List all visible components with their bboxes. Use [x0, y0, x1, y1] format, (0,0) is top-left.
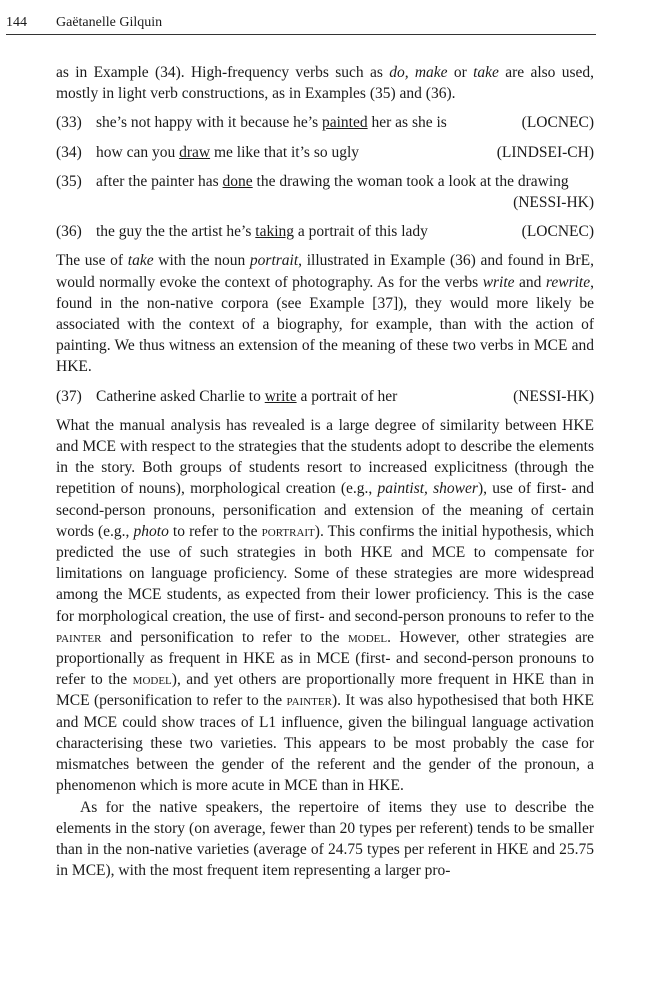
example-source: (NESSI-HK) [513, 194, 594, 212]
target-verb: done [222, 172, 253, 190]
example-number: (37) [56, 387, 82, 405]
example-36 [56, 221, 594, 242]
example-text: Catherine asked Charlie to write a portrait of her [96, 387, 398, 405]
target-verb: taking [255, 223, 295, 241]
intro-paragraph: as in Example (34). High-frequency verbs such as do, make or take are also used, mostly in light verb constructions, as in Examples (35) and (36). [56, 64, 594, 103]
example-text: the guy the the artist he’s taking a portrait of this lady [96, 223, 428, 241]
example-text: after the painter has done the drawing the woman took a look at the drawing (NESSI-HK) [96, 171, 594, 213]
body-text [56, 62, 594, 881]
example-37 [56, 386, 594, 407]
example-35 [56, 171, 594, 213]
example-number: (35) [56, 172, 82, 190]
example-source: (NESSI-HK) [513, 387, 594, 405]
running-header [6, 10, 596, 35]
example-text: she’s not happy with it because he’s painted her as she is [96, 114, 447, 132]
target-verb: draw [179, 143, 211, 161]
example-number: (34) [56, 143, 82, 161]
paragraph-3: What the manual analysis has revealed is a large degree of similarity between HKE and MCE with respect to the strategies that the students adopt to describe the elements in the story. Both groups of students resort to increased explicitness (through the repetition of nouns), morphological creation (e.g., paintist, shower), use of first- and second-person pronouns, personification and extension of the meaning of certain words (e.g., photo to refer to the portrait). This confirms the initial hypothesis, which predicted the use of such strategies in both HKE and MCE to compensate for limitations on language proficiency. Some of these strategies are more widespread among the MCE students, as expected from their lower proficiency. This is the case for morphological creation, the use of first- and second-person pronouns to refer to the painter and personification to refer to the model. However, other strategies are proportionally as frequent in HKE as in MCE (first- and second-person pronouns to refer to the model), and yet others are proportionally more frequent in HKE than in MCE (personification to refer to the painter). It was also hypothesised that both HKE and MCE could show traces of L1 influence, given the bilingual language activation characterising these two varieties. This appears to be most probably the case for mismatches between the gender of the referent and the gender of the pronoun, a phenomenon which is more acute in MCE than in HKE. [56, 416, 594, 795]
example-number: (36) [56, 223, 82, 241]
page-number: 144 [6, 15, 27, 30]
example-source: (LOCNEC) [521, 114, 594, 132]
example-number: (33) [56, 114, 82, 132]
example-text: how can you draw me like that it’s so ugly [96, 143, 360, 161]
paragraph-2: The use of take with the noun portrait, illustrated in Example (36) and found in BrE, would normally evoke the context of photography. As for the verbs write and rewrite, found in the non-native corpora (see Example [37]), they would more likely be associated with the context of a biography, for example, than with the action of painting. We thus witness an extension of the meaning of these two verbs in MCE and HKE. [56, 252, 595, 376]
example-33 [56, 112, 594, 133]
example-source: (LOCNEC) [521, 223, 594, 241]
running-head-author: Gaëtanelle Gilquin [56, 15, 163, 30]
paragraph-4: As for the native speakers, the repertoire of items they use to describe the elements in the story (on average, fewer than 20 types per referent) tends to be smaller than in the non-native varieties (average of 24.75 types per referent in HKE and 25.75 in MCE), with the most frequent item representing a larger pro- [56, 798, 594, 880]
example-34 [56, 142, 594, 163]
example-source: (LINDSEI-CH) [496, 143, 594, 161]
target-verb: painted [322, 114, 368, 132]
target-verb: write [264, 387, 297, 405]
